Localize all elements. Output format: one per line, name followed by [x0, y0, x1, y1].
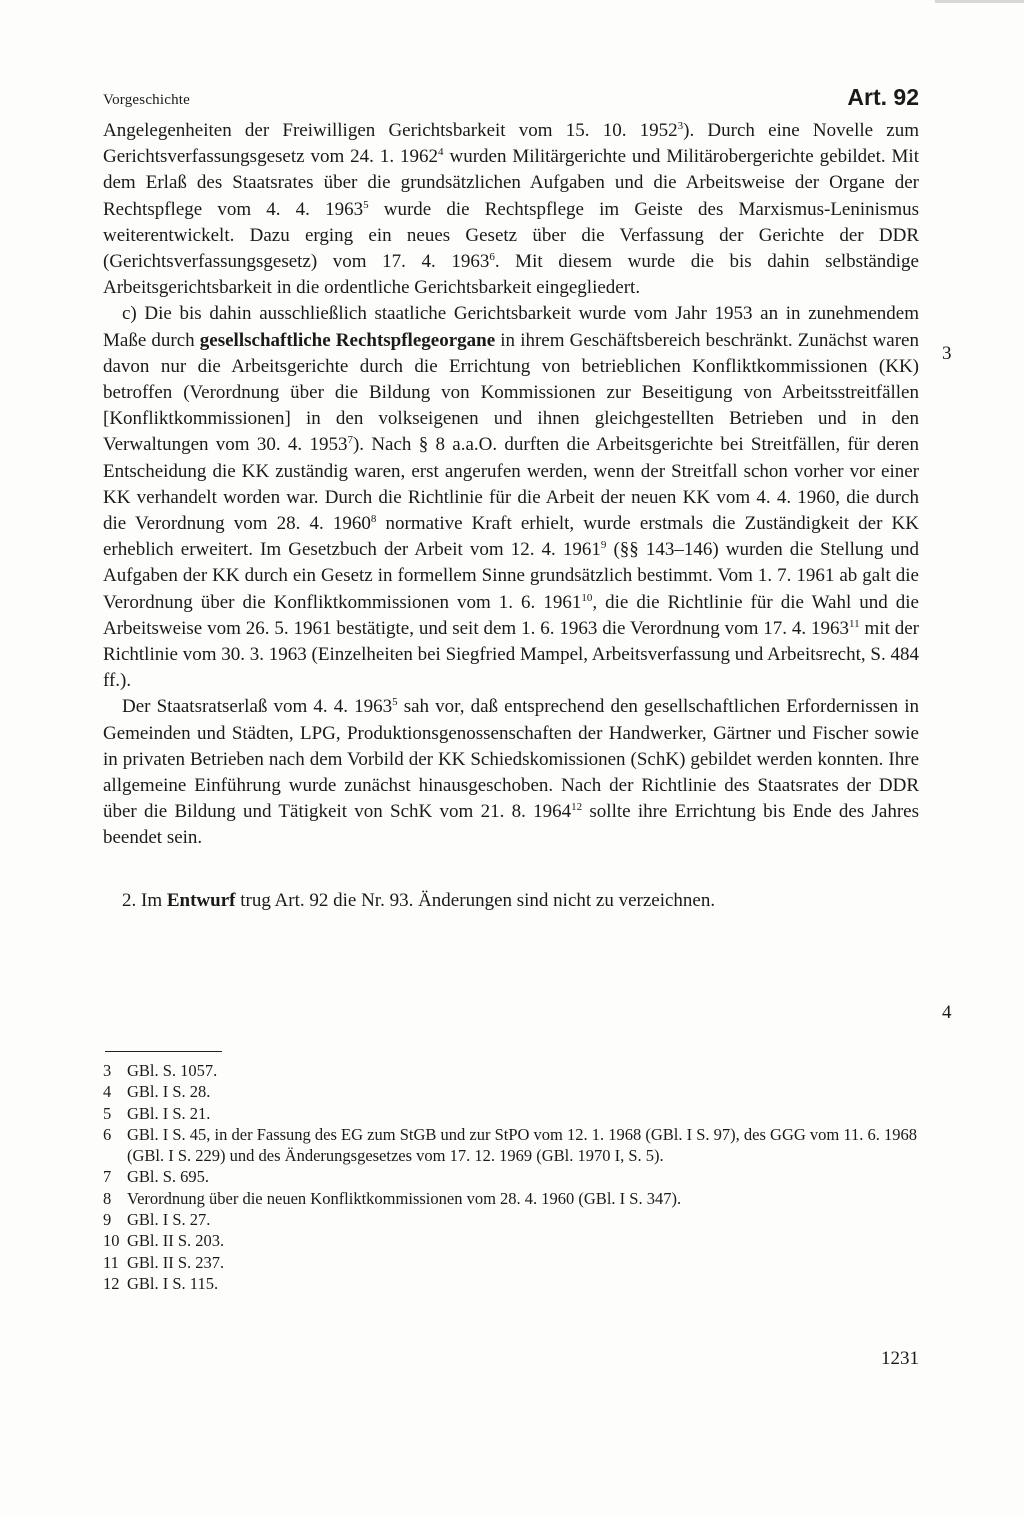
bold-term: Entwurf	[166, 889, 236, 911]
footnote-number: 10	[103, 1231, 120, 1251]
footnote-ref[interactable]: 5	[392, 696, 398, 709]
footnote-text: Verordnung über die neuen Konfliktkommissionen vom 28. 4. 1960 (GBl. I S. 347).	[127, 1188, 682, 1208]
footnote-number: 12	[103, 1273, 120, 1293]
footnote-ref[interactable]: 8	[370, 513, 377, 526]
footnote-separator	[105, 1051, 222, 1052]
footnotes	[103, 1060, 919, 1294]
footnote	[103, 1188, 919, 1209]
margin-number: 3	[942, 343, 952, 364]
footnote	[103, 1166, 919, 1187]
text-run: c) Die bis dahin ausschließlich staatliche Gerichtsbarkeit wurde vom Jahr 1953 an in zunehmendem Maße durch	[103, 303, 919, 351]
paragraph-3	[103, 694, 919, 851]
margin-number: 4	[942, 1002, 952, 1023]
footnote-ref[interactable]: 9	[600, 539, 607, 552]
text-run: trug Art. 92 die Nr. 93. Änderungen sind nicht zu verzeichnen.	[235, 889, 716, 911]
footnote-ref[interactable]: 10	[581, 591, 593, 604]
footnote-text: GBl. I S. 27.	[127, 1210, 211, 1230]
top-edge-rule	[935, 0, 1024, 3]
footnote-text: GBl. S. 695.	[127, 1167, 210, 1187]
text-run: (§§ 143–146) wurden die Stellung und Aufgaben der KK durch ein Gesetz in formellem Sinne grundsätzlich bestimmt. Vom 1. 7. 1961 ab galt die Verordnung über die Konfliktkommissionen vom 1. 6. 1961	[103, 539, 919, 613]
text-run: Angelegenheiten der Freiwilligen Gerichtsbarkeit vom 15. 10. 1952	[103, 120, 678, 141]
footnote-number: 5	[103, 1103, 112, 1123]
page-number: 1231	[881, 1348, 919, 1369]
footnote-number: 7	[103, 1167, 112, 1187]
text-run: in ihrem Geschäftsbereich beschränkt. Zunächst waren davon nur die Arbeitsgerichte durch die Errichtung von betrieblichen Konfliktkommissionen (KK) betroffen (Verordnung über die Bildung von Kommissionen zur Beseitigung von Arbeitsstreitfällen [Konfliktkommissionen] in den volkseigenen und ihnen gleichgestellten Betrieben und in den Verwaltungen vom 30. 4. 1953	[103, 329, 919, 456]
bold-term: gesellschaftliche Rechtspflegeorgane	[199, 329, 496, 351]
footnote-ref[interactable]: 3	[677, 120, 684, 132]
footnote	[103, 1060, 919, 1081]
footnote-text: GBl. I S. 115.	[127, 1273, 219, 1293]
text-run: , die die Richtlinie für die Wahl und die Arbeitsweise vom 26. 5. 1961 bestätigte, und seit dem 1. 6. 1963 die Verordnung vom 17. 4. 1963	[103, 591, 919, 639]
footnote-number: 11	[103, 1252, 119, 1272]
footnote-number: 3	[103, 1061, 112, 1080]
footnote-text: GBl. II S. 237.	[127, 1252, 225, 1272]
text-run: ). Durch eine Novelle zum Gerichtsverfassungsgesetz vom 24. 1. 1962	[103, 120, 919, 168]
text-run: normative Kraft erhielt, wurde erstmals die Zuständigkeit der KK erheblich erweitert. Im Gesetzbuch der Arbeit vom 12. 4. 1961	[103, 513, 919, 561]
footnote	[103, 1252, 919, 1273]
footnote-ref[interactable]: 6	[489, 251, 495, 264]
footnote-text: GBl. S. 1057.	[127, 1061, 218, 1080]
footnote-ref[interactable]: 7	[347, 434, 353, 447]
paragraph-1	[103, 118, 919, 301]
text-run: sah vor, daß entsprechend den gesellschaftlichen Erfordernissen in Gemeinden und Städten, LPG, Produktionsgenossenschaften der Handwerker, Gärtner und Fischer sowie in privaten Betrieben nach dem Vorbild der KK Schiedskomissionen (SchK) gebildet werden konnten. Ihre allgemeine Einführung wurde zunächst hinausgeschoben. Nach der Richtlinie des Staatsrates der DDR über die Bildung und Tätigkeit von SchK vom 21. 8. 1964	[103, 696, 919, 823]
text-run: mit der Richtlinie vom 30. 3. 1963 (Einzelheiten bei Siegfried Mampel, Arbeitsverfassung und Arbeitsrecht, S. 484 ff.).	[103, 617, 919, 692]
footnote-text: GBl. I S. 28.	[127, 1082, 211, 1102]
footnote-text: GBl. II S. 203.	[127, 1231, 225, 1251]
main-text	[103, 118, 919, 914]
paragraph-2	[103, 301, 919, 694]
text-run: Der Staatsratserlaß vom 4. 4. 1963	[122, 696, 393, 718]
footnote-ref[interactable]: 11	[849, 617, 860, 630]
text-run: ). Nach § 8 a.a.O. durften die Arbeitsgerichte bei Streitfällen, für deren Entscheidung die KK zuständig waren, erst angerufen werden, wenn der Streitfall schon vorher vor einer KK verhandelt worden war. Durch die Richtlinie für die Arbeit der neuen KK vom 4. 4. 1960, die durch die Verordnung vom 28. 4. 1960	[103, 434, 919, 535]
footnote-number: 8	[103, 1188, 112, 1208]
article-label: Art. 92	[847, 84, 919, 110]
footnote-number: 4	[103, 1082, 112, 1102]
footnote	[103, 1273, 919, 1294]
footnote-text: GBl. I S. 45, in der Fassung des EG zum StGB und zur StPO vom 12. 1. 1968 (GBl. I S. 97), des GGG vom 11. 6. 1968 (GBl. I S. 229) und des Änderungsgesetzes vom 17. 12. 1969 (GBl. 1970 I, S. 5).	[127, 1124, 918, 1166]
footnote-ref[interactable]: 4	[438, 146, 444, 159]
text-run: wurden Militärgerichte und Militärobergerichte gebildet. Mit dem Erlaß des Staatsrates über die grundsätzlichen Aufgaben und die Arbeitsweise der Organe der Rechtspflege vom 4. 4. 1963	[103, 146, 919, 220]
text-run: . Mit diesem wurde die bis dahin selbständige Arbeitsgerichtsbarkeit in die ordentliche Gerichtsbarkeit eingegliedert.	[103, 251, 919, 299]
footnote	[103, 1081, 919, 1102]
footnote-ref[interactable]: 12	[571, 801, 583, 814]
footnote-ref[interactable]: 5	[363, 198, 369, 211]
footnote-number: 6	[103, 1124, 112, 1144]
footnote-number: 9	[103, 1210, 112, 1230]
footnote	[103, 1124, 919, 1167]
footnote-text: GBl. I S. 21.	[127, 1103, 211, 1123]
footnote	[103, 1209, 919, 1230]
text-run: 2. Im	[122, 889, 167, 911]
text-run: wurde die Rechtspflege im Geiste des Marxismus-Leninismus weiterentwickelt. Dazu erging ein neues Gesetz über die Verfassung der Gerichte der DDR (Gerichtsverfassungsgesetz) vom 17. 4. 1963	[103, 198, 919, 273]
footnote	[103, 1103, 919, 1124]
running-head: Vorgeschichte	[103, 92, 191, 108]
footnote	[103, 1230, 919, 1251]
paragraph-4	[103, 888, 919, 914]
text-run: sollte ihre Errichtung bis Ende des Jahres beendet sein.	[103, 801, 919, 849]
